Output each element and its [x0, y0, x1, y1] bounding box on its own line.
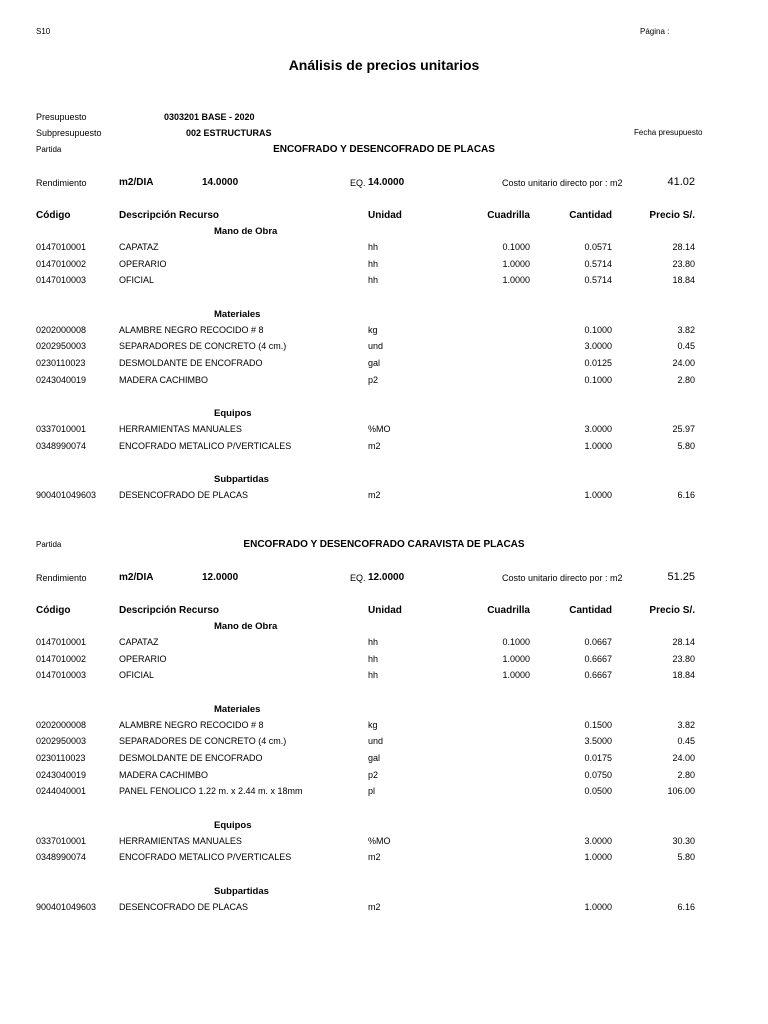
table-row: [0, 375, 768, 389]
partida-label: Partida: [36, 540, 62, 549]
cell-descripcion: MADERA CACHIMBO: [119, 374, 209, 385]
cell-unidad: pl: [368, 786, 376, 797]
cell-descripcion: SEPARADORES DE CONCRETO (4 cm.): [119, 341, 287, 352]
col-unidad: Unidad: [368, 605, 402, 616]
column-header-row: [0, 605, 768, 619]
partida-name: ENCOFRADO Y DESENCOFRADO DE PLACAS: [273, 144, 495, 155]
cell-precio: 5.80: [677, 440, 695, 451]
cell-codigo: 0243040019: [36, 769, 87, 780]
cell-cantidad: 0.0750: [584, 769, 612, 780]
cell-codigo: 0244040001: [36, 786, 87, 797]
cell-descripcion: DESENCOFRADO DE PLACAS: [119, 902, 249, 912]
partida-name: ENCOFRADO Y DESENCOFRADO CARAVISTA DE PLACAS: [243, 539, 525, 550]
cell-precio: 18.84: [672, 275, 695, 286]
cell-codigo: 0202000008: [36, 324, 87, 335]
cell-precio: 28.14: [672, 637, 695, 647]
cell-cantidad: 3.0000: [584, 835, 612, 846]
table-row: [0, 852, 768, 866]
cell-descripcion: PANEL FENOLICO 1.22 m. x 2.44 m. x 18mm: [119, 786, 303, 797]
page-number-label: Página :: [640, 27, 670, 36]
table-row: [0, 275, 768, 289]
table-row: [0, 786, 768, 800]
col-precio: Precio S/.: [649, 210, 695, 221]
rendimiento-unit: m2/DIA: [119, 572, 154, 583]
cell-cantidad: 0.5714: [584, 258, 612, 269]
cell-codigo: 900401049603: [36, 490, 97, 501]
col-descripcion: Descripción Recurso: [119, 210, 220, 221]
cell-unidad: m2: [368, 902, 381, 912]
cell-cantidad: 0.6667: [584, 670, 612, 681]
cell-unidad: m2: [368, 490, 381, 501]
cell-precio: 18.84: [672, 670, 695, 681]
table-row: [0, 358, 768, 372]
cell-codigo: 0202000008: [36, 719, 87, 730]
eq-value: 14.0000: [368, 177, 405, 188]
col-unidad: Unidad: [368, 210, 402, 221]
cell-descripcion: CAPATAZ: [119, 242, 159, 252]
cell-unidad: %MO: [368, 424, 391, 435]
table-row: [0, 836, 768, 850]
cell-codigo: 900401049603: [36, 902, 97, 912]
cell-cantidad: 0.1500: [584, 719, 612, 730]
cell-descripcion: OFICIAL: [119, 670, 155, 681]
cell-precio: 106.00: [667, 786, 695, 797]
cell-cuadrilla: 1.0000: [502, 670, 530, 681]
cell-codigo: 0243040019: [36, 374, 87, 385]
cell-codigo: 0230110023: [36, 753, 86, 763]
cell-descripcion: MADERA CACHIMBO: [119, 769, 209, 780]
cell-precio: 23.80: [672, 653, 695, 664]
cell-unidad: und: [368, 341, 384, 352]
cell-cantidad: 1.0000: [584, 440, 612, 451]
cell-cuadrilla: 1.0000: [502, 653, 530, 664]
cell-cantidad: 3.0000: [584, 341, 612, 352]
col-cantidad: Cantidad: [569, 210, 612, 221]
cell-precio: 28.14: [672, 242, 695, 252]
cell-codigo: 0147010002: [36, 653, 87, 664]
cell-codigo: 0202950003: [36, 341, 87, 352]
rendimiento-label: Rendimiento: [36, 573, 87, 583]
cell-unidad: hh: [368, 242, 379, 252]
cell-descripcion: ALAMBRE NEGRO RECOCIDO # 8: [119, 719, 264, 730]
cell-codigo: 0337010001: [36, 424, 87, 435]
table-row: [0, 242, 768, 256]
eq-value: 12.0000: [368, 572, 405, 583]
cell-unidad: und: [368, 736, 384, 747]
col-precio: Precio S/.: [649, 605, 695, 616]
cell-descripcion: ENCOFRADO METALICO P/VERTICALES: [119, 440, 292, 451]
cell-precio: 0.45: [677, 341, 695, 352]
eq-label: EQ.: [350, 573, 366, 583]
fecha-presupuesto-label: Fecha presupuesto: [634, 128, 703, 137]
cell-cantidad: 0.1000: [584, 324, 612, 335]
cell-precio: 6.16: [677, 902, 695, 912]
cell-codigo: 0348990074: [36, 852, 87, 863]
cell-cantidad: 0.0125: [584, 358, 612, 368]
cell-precio: 25.97: [672, 424, 695, 435]
cell-descripcion: HERRAMIENTAS MANUALES: [119, 424, 242, 435]
cell-descripcion: HERRAMIENTAS MANUALES: [119, 835, 242, 846]
cell-codigo: 0147010003: [36, 670, 87, 681]
presupuesto-label: Presupuesto: [36, 112, 87, 122]
cell-precio: 23.80: [672, 258, 695, 269]
subpresupuesto-value: 002 ESTRUCTURAS: [186, 128, 272, 138]
cell-descripcion: OPERARIO: [119, 653, 167, 664]
cell-codigo: 0147010003: [36, 275, 87, 286]
cell-unidad: hh: [368, 653, 379, 664]
cell-cantidad: 3.0000: [584, 424, 612, 435]
col-descripcion: Descripción Recurso: [119, 605, 220, 616]
col-cuadrilla: Cuadrilla: [487, 210, 530, 221]
cell-cuadrilla: 1.0000: [502, 258, 530, 269]
cell-precio: 0.45: [677, 736, 695, 747]
table-row: [0, 490, 768, 504]
cell-unidad: hh: [368, 637, 379, 647]
cell-cantidad: 0.5714: [584, 275, 612, 286]
cell-unidad: gal: [368, 753, 381, 763]
costo-unitario-value: 41.02: [667, 176, 695, 188]
cell-descripcion: OFICIAL: [119, 275, 155, 286]
cell-cantidad: 0.0667: [584, 637, 612, 647]
cell-unidad: kg: [368, 719, 378, 730]
col-codigo: Código: [36, 210, 71, 221]
cell-precio: 24.00: [672, 358, 695, 368]
cell-unidad: m2: [368, 440, 381, 451]
cell-codigo: 0202950003: [36, 736, 87, 747]
table-row: [0, 720, 768, 734]
table-row: [0, 637, 768, 651]
costo-unitario-label: Costo unitario directo por : m2: [502, 573, 623, 583]
cell-precio: 24.00: [672, 753, 695, 763]
group-title: Equipos: [214, 819, 252, 831]
column-header-row: [0, 210, 768, 224]
cell-codigo: 0147010001: [36, 242, 87, 252]
cell-precio: 30.30: [672, 835, 695, 846]
col-codigo: Código: [36, 605, 71, 616]
cell-cuadrilla: 0.1000: [502, 637, 530, 647]
rendimiento-value: 14.0000: [202, 177, 239, 188]
table-row: [0, 736, 768, 750]
eq-label: EQ.: [350, 178, 366, 188]
cell-cantidad: 0.0500: [584, 786, 612, 797]
rendimiento-value: 12.0000: [202, 572, 239, 583]
cell-unidad: gal: [368, 358, 381, 368]
group-title: Equipos: [214, 408, 252, 420]
software-tag: S10: [36, 27, 51, 36]
cell-precio: 6.16: [677, 490, 695, 501]
partida-label: Partida: [36, 145, 62, 154]
cell-descripcion: OPERARIO: [119, 258, 167, 269]
cell-cuadrilla: 0.1000: [502, 242, 530, 252]
col-cantidad: Cantidad: [569, 605, 612, 616]
cell-descripcion: CAPATAZ: [119, 637, 159, 647]
cell-precio: 2.80: [677, 769, 695, 780]
cell-descripcion: DESMOLDANTE DE ENCOFRADO: [119, 358, 263, 368]
table-row: [0, 670, 768, 684]
cell-descripcion: DESENCOFRADO DE PLACAS: [119, 490, 249, 501]
cell-cantidad: 0.1000: [584, 374, 612, 385]
cell-descripcion: DESMOLDANTE DE ENCOFRADO: [119, 753, 263, 763]
group-title: Mano de Obra: [214, 621, 278, 632]
subpresupuesto-label: Subpresupuesto: [36, 128, 102, 138]
cell-unidad: hh: [368, 275, 379, 286]
costo-unitario-value: 51.25: [667, 571, 695, 583]
cell-unidad: p2: [368, 769, 379, 780]
cell-codigo: 0230110023: [36, 358, 86, 368]
col-cuadrilla: Cuadrilla: [487, 605, 530, 616]
cell-descripcion: ENCOFRADO METALICO P/VERTICALES: [119, 852, 292, 863]
cell-codigo: 0348990074: [36, 440, 87, 451]
table-row: [0, 424, 768, 438]
page-title: Análisis de precios unitarios: [288, 57, 480, 73]
table-row: [0, 259, 768, 273]
cell-unidad: p2: [368, 374, 379, 385]
group-title: Mano de Obra: [214, 226, 278, 237]
table-row: [0, 902, 768, 916]
rendimiento-unit: m2/DIA: [119, 177, 154, 188]
table-row: [0, 654, 768, 668]
cell-codigo: 0147010002: [36, 258, 87, 269]
cell-unidad: hh: [368, 258, 379, 269]
cell-precio: 5.80: [677, 852, 695, 863]
rendimiento-label: Rendimiento: [36, 178, 87, 188]
cell-cantidad: 0.0175: [584, 753, 612, 763]
cell-precio: 2.80: [677, 374, 695, 385]
cell-cantidad: 1.0000: [584, 852, 612, 863]
group-title: Subpartidas: [214, 474, 269, 486]
cell-codigo: 0337010001: [36, 835, 87, 846]
table-row: [0, 770, 768, 784]
cell-cuadrilla: 1.0000: [502, 275, 530, 286]
cell-cantidad: 0.6667: [584, 653, 612, 664]
cell-codigo: 0147010001: [36, 637, 87, 647]
table-row: [0, 753, 768, 767]
cell-descripcion: SEPARADORES DE CONCRETO (4 cm.): [119, 736, 287, 747]
presupuesto-value: 0303201 BASE - 2020: [164, 112, 255, 122]
group-title: Materiales: [214, 703, 261, 715]
cell-unidad: %MO: [368, 835, 391, 846]
cell-cantidad: 3.5000: [584, 736, 612, 747]
table-row: [0, 341, 768, 355]
cell-precio: 3.82: [677, 719, 695, 730]
group-title: Materiales: [214, 308, 261, 320]
cell-cantidad: 1.0000: [584, 490, 612, 501]
cell-unidad: hh: [368, 670, 379, 681]
costo-unitario-label: Costo unitario directo por : m2: [502, 178, 623, 188]
cell-unidad: kg: [368, 324, 378, 335]
cell-cantidad: 0.0571: [584, 242, 612, 252]
cell-precio: 3.82: [677, 324, 695, 335]
cell-cantidad: 1.0000: [584, 902, 612, 912]
table-row: [0, 441, 768, 455]
table-row: [0, 325, 768, 339]
group-title: Subpartidas: [214, 886, 269, 897]
cell-unidad: m2: [368, 852, 381, 863]
cell-descripcion: ALAMBRE NEGRO RECOCIDO # 8: [119, 324, 264, 335]
